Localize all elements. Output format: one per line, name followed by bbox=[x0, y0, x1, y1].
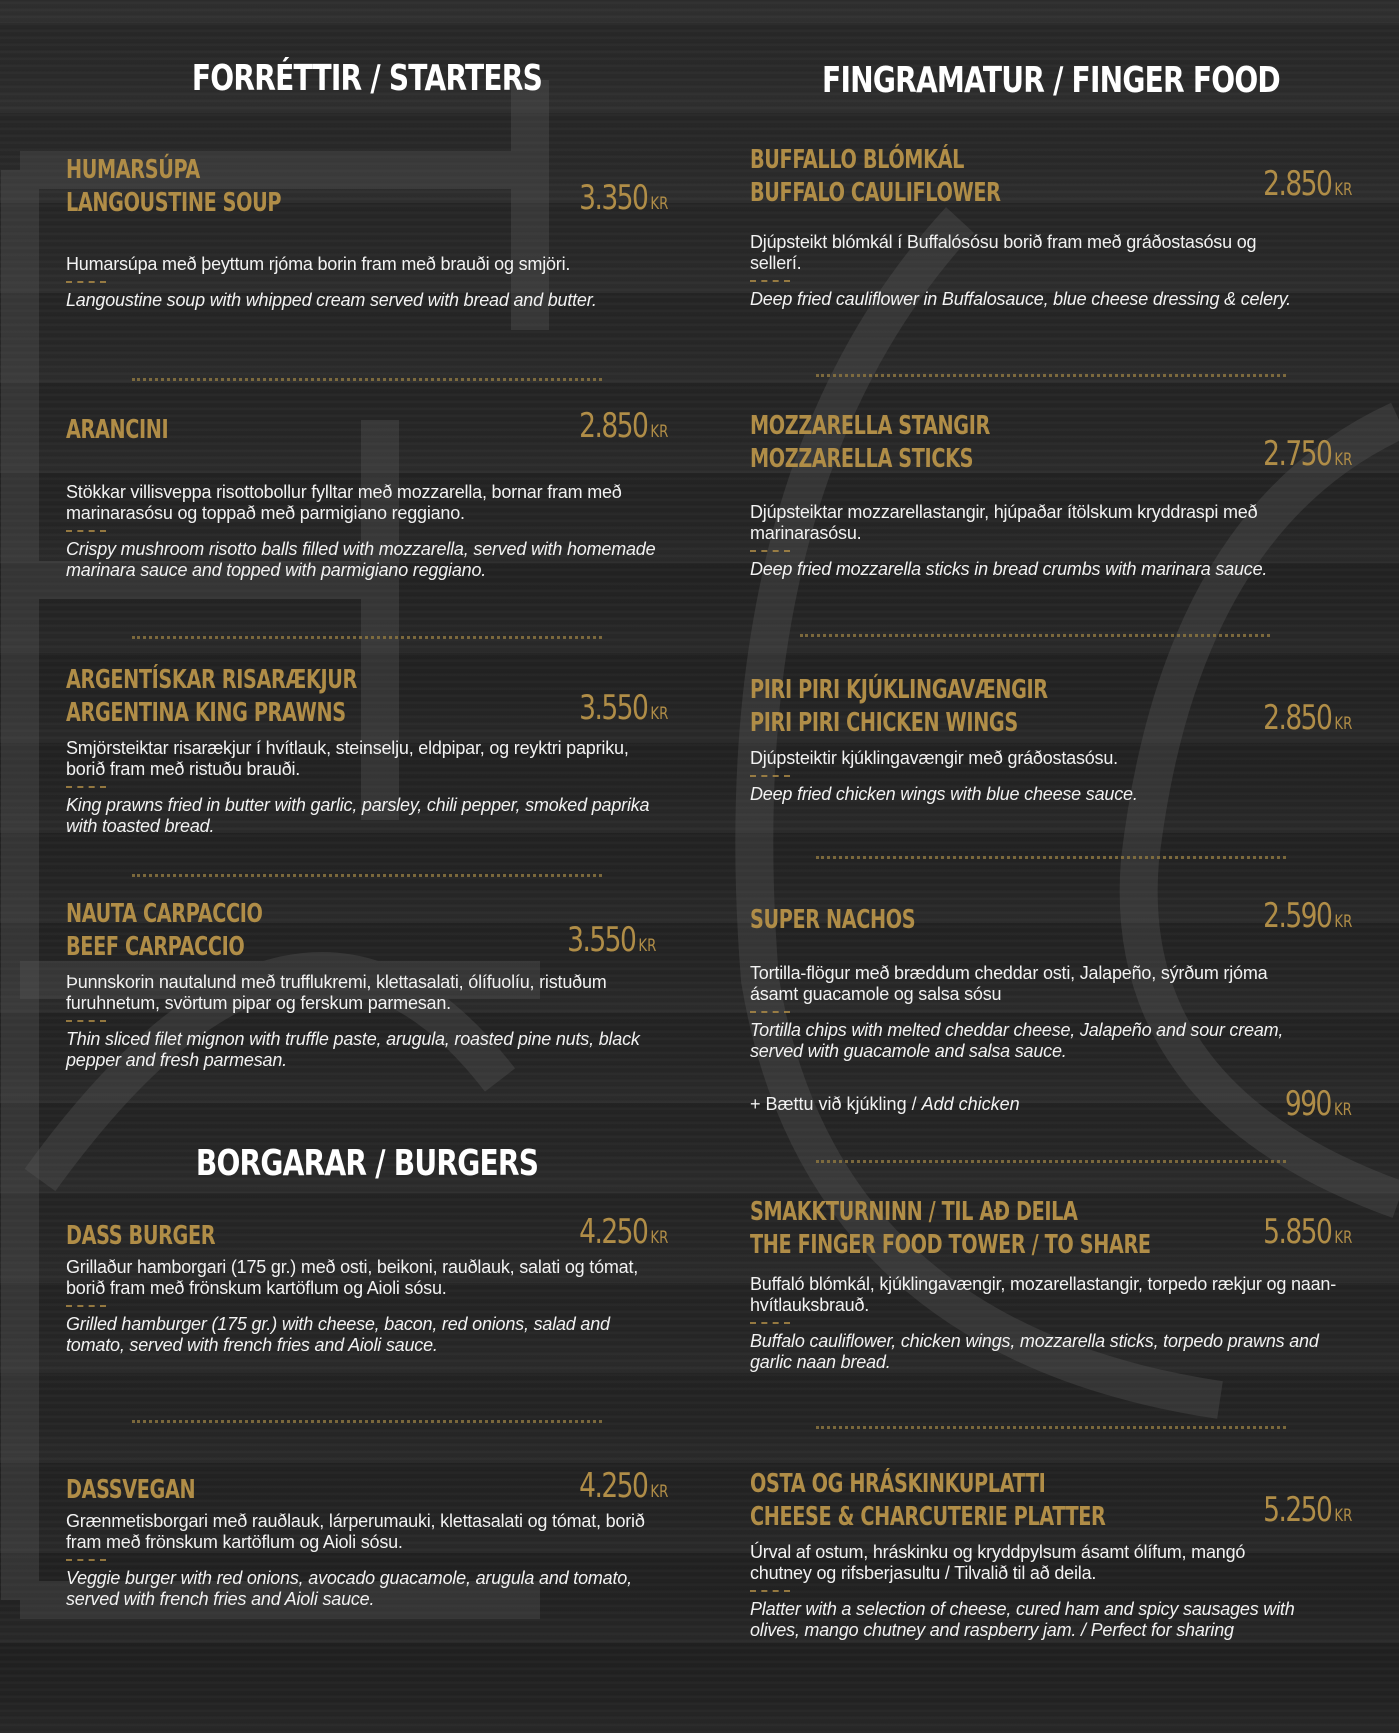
menu-item-langoustine-soup bbox=[66, 154, 668, 311]
starters-title: FORRÉTTIR / STARTERS bbox=[191, 58, 543, 99]
item-description-is: Djúpsteiktir kjúklingavængir með gráðostasósu. bbox=[750, 748, 1118, 768]
dotted-separator bbox=[132, 1420, 602, 1423]
item-description-is: Buffaló blómkál, kjúklingavængir, mozarellastangir, torpedo rækjur og naan-hvítlauksbrauð. bbox=[750, 1274, 1336, 1315]
item-description-en: Crispy mushroom risotto balls filled with mozzarella, served with homemade marinara sauce and topped with parmigiano reggiano. bbox=[66, 539, 656, 580]
dotted-separator bbox=[132, 636, 602, 639]
add-chicken-option bbox=[750, 1084, 1352, 1124]
item-name-en: LANGOUSTINE SOUP bbox=[66, 188, 282, 218]
item-name-en: BEEF CARPACCIO bbox=[66, 932, 245, 962]
item-description-is: Grænmetisborgari með rauðlauk, lárperumauki, klettasalati og tómat, borið fram með frönskum kartöflum og Aioli sósu. bbox=[66, 1511, 645, 1552]
item-name-en: THE FINGER FOOD TOWER / TO SHARE bbox=[750, 1230, 1151, 1260]
item-description-is: Smjörsteiktar risarækjur í hvítlauk, steinselju, eldpipar, og reyktri papriku, borið fram með ristuðu brauði. bbox=[66, 738, 629, 779]
item-price: 4.250 KR bbox=[578, 1466, 668, 1506]
dotted-separator bbox=[132, 378, 602, 381]
item-price: 3.350 KR bbox=[578, 178, 668, 218]
item-description-en: Veggie burger with red onions, avocado guacamole, arugula and tomato, served with french fries and Aioli sauce. bbox=[66, 1568, 632, 1609]
item-price: 3.550 KR bbox=[578, 688, 668, 728]
divider-dash bbox=[750, 280, 790, 285]
item-description-is: Tortilla-flögur með bræddum cheddar osti, Jalapeño, sýrðum rjóma ásamt guacamole og salsa sósu bbox=[750, 963, 1268, 1004]
item-name-is: NAUTA CARPACCIO bbox=[66, 899, 263, 929]
item-description-en: Buffalo cauliflower, chicken wings, mozzarella sticks, torpedo prawns and garlic naan bread. bbox=[750, 1331, 1319, 1372]
divider-dash bbox=[66, 1020, 106, 1025]
item-price: 5.250 KR bbox=[1262, 1490, 1352, 1530]
menu-item-mozzarella-sticks bbox=[750, 410, 1352, 580]
item-description-is: Þunnskorin nautalund með trufflukremi, klettasalati, ólífuolíu, ristuðum furuhnetum, svörtum pipar og ferskum parmesan. bbox=[66, 972, 607, 1013]
menu-item-dass-burger bbox=[66, 1212, 668, 1356]
item-name-en: PIRI PIRI CHICKEN WINGS bbox=[750, 708, 1018, 738]
divider-dash bbox=[66, 281, 106, 286]
item-name-is: PIRI PIRI KJÚKLINGAVÆNGIR bbox=[750, 675, 1048, 705]
item-description-en: Langoustine soup with whipped cream served with bread and butter. bbox=[66, 290, 597, 310]
divider-dash bbox=[66, 786, 106, 791]
item-description-is: Humarsúpa með þeyttum rjóma borin fram með brauði og smjöri. bbox=[66, 254, 571, 274]
dotted-separator bbox=[816, 374, 1286, 377]
menu-item-super-nachos bbox=[750, 896, 1352, 1062]
item-description-en: Deep fried cauliflower in Buffalosauce, blue cheese dressing & celery. bbox=[750, 289, 1291, 309]
menu-item-beef-carpaccio bbox=[66, 898, 668, 1071]
dotted-separator bbox=[816, 1160, 1286, 1163]
burgers-title: BORGARAR / BURGERS bbox=[195, 1143, 539, 1184]
item-name-is: OSTA OG HRÁSKINKUPLATTI bbox=[750, 1469, 1046, 1499]
item-description-en: King prawns fried in butter with garlic, parsley, chili pepper, smoked paprika with toasted bread. bbox=[66, 795, 650, 836]
divider-dash bbox=[750, 775, 790, 780]
item-description-is: Djúpsteiktar mozzarellastangir, hjúpaðar ítölskum kryddraspi með marinarasósu. bbox=[750, 502, 1258, 543]
item-price: 2.750 KR bbox=[1262, 434, 1352, 474]
item-name-is: MOZZARELLA STANGIR bbox=[750, 411, 990, 441]
dotted-separator bbox=[132, 874, 602, 877]
item-price: 2.850 KR bbox=[1262, 164, 1352, 204]
item-name-is: HUMARSÚPA bbox=[66, 155, 200, 185]
item-price: 2.850 KR bbox=[1262, 698, 1352, 738]
item-name-is: DASS BURGER bbox=[66, 1221, 216, 1251]
divider-dash bbox=[750, 1011, 790, 1016]
menu-item-cheese-platter bbox=[750, 1468, 1352, 1641]
addon-label-en: Add chicken bbox=[921, 1094, 1020, 1114]
menu-item-king-prawns bbox=[66, 664, 668, 837]
dotted-separator bbox=[816, 1426, 1286, 1429]
item-description-en: Deep fried mozzarella sticks in bread crumbs with marinara sauce. bbox=[750, 559, 1268, 579]
item-price: 4.250 KR bbox=[578, 1212, 668, 1252]
item-name-en: BUFFALO CAULIFLOWER bbox=[750, 178, 1001, 208]
item-name-is: BUFFALLO BLÓMKÁL bbox=[750, 145, 965, 175]
menu-item-buffalo-cauliflower bbox=[750, 144, 1352, 310]
divider-dash bbox=[66, 1559, 106, 1564]
item-description-is: Djúpsteikt blómkál í Buffalósósu borið fram með gráðostasósu og sellerí. bbox=[750, 232, 1257, 273]
item-name-is: ARANCINI bbox=[66, 415, 169, 445]
item-name-en: MOZZARELLA STICKS bbox=[750, 444, 974, 474]
item-description-is: Stökkar villisveppa risottobollur fylltar með mozzarella, bornar fram með marinarasósu og toppað með parmigiano reggiano. bbox=[66, 482, 622, 523]
divider-dash bbox=[750, 1590, 790, 1595]
item-name-is: SUPER NACHOS bbox=[750, 905, 916, 935]
item-description-en: Deep fried chicken wings with blue cheese sauce. bbox=[750, 784, 1138, 804]
item-name-is: DASSVEGAN bbox=[66, 1475, 196, 1505]
dotted-separator bbox=[800, 634, 1270, 637]
item-description-en: Grilled hamburger (175 gr.) with cheese, bacon, red onions, salad and tomato, served with french fries and Aioli sauce. bbox=[66, 1314, 610, 1355]
addon-label-is: + Bættu við kjúkling / bbox=[750, 1094, 922, 1114]
menu-item-chicken-wings bbox=[750, 674, 1352, 805]
item-name-is: ARGENTÍSKAR RISARÆKJUR bbox=[66, 665, 357, 695]
dotted-separator bbox=[816, 856, 1286, 859]
menu-item-arancini bbox=[66, 406, 668, 581]
item-description-en: Thin sliced filet mignon with truffle paste, arugula, roasted pine nuts, black pepper and fresh parmesan. bbox=[66, 1029, 640, 1070]
divider-dash bbox=[750, 550, 790, 555]
item-description-is: Úrval af ostum, hráskinku og kryddpylsum ásamt ólífum, mangó chutney og rifsberjasultu / Tilvalið til að deila. bbox=[750, 1542, 1246, 1583]
divider-dash bbox=[66, 530, 106, 535]
menu-item-finger-food-tower bbox=[750, 1196, 1352, 1373]
addon-price: 990 KR bbox=[1285, 1084, 1352, 1124]
divider-dash bbox=[750, 1322, 790, 1327]
item-description-en: Platter with a selection of cheese, cured ham and spicy sausages with olives, mango chutney and raspberry jam. / Perfect for sharing bbox=[750, 1599, 1295, 1640]
finger-food-title: FINGRAMATUR / FINGER FOOD bbox=[822, 60, 1280, 101]
divider-dash bbox=[66, 1305, 106, 1310]
item-price: 2.850 KR bbox=[578, 406, 668, 446]
item-name-en: ARGENTINA KING PRAWNS bbox=[66, 698, 346, 728]
item-price: 3.550 KR bbox=[566, 920, 656, 960]
item-name-is: SMAKKTURNINN / TIL AÐ DEILA bbox=[750, 1197, 1078, 1227]
item-name-en: CHEESE & CHARCUTERIE PLATTER bbox=[750, 1502, 1106, 1532]
item-price: 5.850 KR bbox=[1262, 1212, 1352, 1252]
item-description-is: Grillaður hamborgari (175 gr.) með osti, beikoni, rauðlauk, salati og tómat, borið fram með frönskum kartöflum og Aioli sósu. bbox=[66, 1257, 639, 1298]
menu-item-dassvegan bbox=[66, 1466, 668, 1610]
item-price: 2.590 KR bbox=[1262, 896, 1352, 936]
item-description-en: Tortilla chips with melted cheddar cheese, Jalapeño and sour cream, served with guacamole and salsa sauce. bbox=[750, 1020, 1284, 1061]
